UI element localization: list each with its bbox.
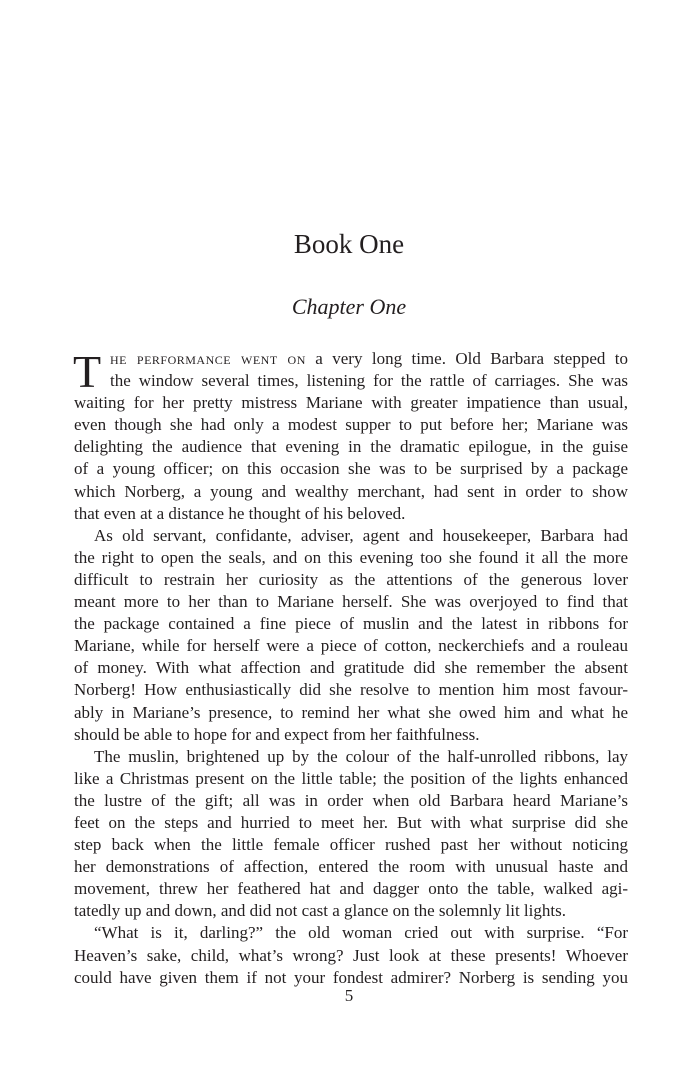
text-line: step back when the little female officer rushed past her without noticing [74,835,628,855]
text-line: feet on the steps and hurried to meet her. But with what surprise did she [74,812,628,832]
text-line: ably in Mariane’s presence, to remind her what she owed him and what he [74,702,628,722]
text-line: the lustre of the gift; all was in order when old Barbara heard Mariane’s [74,790,628,810]
paragraph [74,348,628,525]
text-line: like a Christmas present on the little table; the position of the lights enhanced [74,768,628,788]
drop-cap: T [73,346,102,397]
book-title: Book One [293,229,405,259]
text-line: difficult to restrain her curiosity as the attentions of the generous lover [74,569,628,589]
text-line: meant more to her than to Mariane herself. She was overjoyed to find that [74,592,628,612]
text-line: waiting for her pretty mistress Mariane with greater impatience than usual, [74,393,628,413]
text-line: Mariane, while for herself were a piece of cotton, neckerchiefs and a rouleau [74,636,628,656]
text-line: could have given them if not your fondest admirer? Norberg is sending you [74,967,628,987]
text-line: which Norberg, a young and wealthy merchant, had sent in order to show [74,481,628,501]
chapter-title: Chapter One [291,294,407,319]
paragraph [74,746,628,923]
text-line: “What is it, darling?” the old woman cried out with surprise. “For [94,923,628,943]
text-line [74,348,628,370]
text-line: even though she had only a modest supper to put before her; Mariane was [74,415,628,435]
text-line: movement, threw her feathered hat and dagger onto the table, walked agi- [74,879,628,899]
text-line: the window several times, listening for the rattle of carriages. She was [110,371,628,391]
text-line: her demonstrations of affection, entered the room with unusual haste and [74,857,628,877]
opening-small-caps: he performance went on [110,349,306,368]
text-line: the right to open the seals, and on this evening too she found it all the more [74,547,628,567]
page-number: 5 [344,986,354,1005]
text-line: the package contained a fine piece of muslin and the latest in ribbons for [74,614,628,634]
text-line: Norberg! How enthusiastically did she resolve to mention him most favour- [74,680,628,700]
text-line: delighting the audience that evening in the dramatic epilogue, in the guise [74,437,628,457]
text-line-content: a very long time. Old Barbara stepped to [305,349,629,368]
text-line: As old servant, confidante, adviser, agent and housekeeper, Barbara had [94,525,628,545]
body-text [74,348,628,989]
text-line: of a young officer; on this occasion she was to be surprised by a package [74,459,628,479]
text-line: The muslin, brightened up by the colour of the half-unrolled ribbons, lay [94,746,628,766]
text-line: should be able to hope for and expect from her faithfulness. [74,724,480,744]
text-line: Heaven’s sake, child, what’s wrong? Just look at these presents! Whoever [74,945,628,965]
paragraph [74,922,628,988]
text-line: that even at a distance he thought of his beloved. [74,503,406,523]
text-line: of money. With what affection and gratitude did she remember the absent [74,658,628,678]
text-line: tatedly up and down, and did not cast a glance on the solemnly lit lights. [74,901,566,921]
paragraph [74,525,628,746]
